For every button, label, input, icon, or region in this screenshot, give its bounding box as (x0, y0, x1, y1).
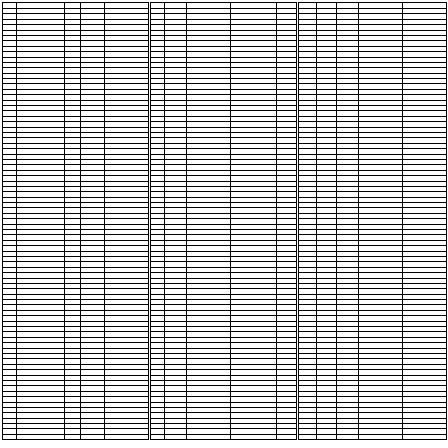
table-row (299, 434, 447, 439)
table-cell (151, 434, 165, 439)
table-cell (65, 434, 81, 439)
table-cell (165, 434, 187, 439)
table-cell (359, 434, 403, 439)
table-cell (187, 434, 231, 439)
register-body (151, 9, 297, 440)
table-cell (337, 434, 359, 439)
table-cell (403, 434, 447, 439)
table-cell (81, 434, 105, 439)
register-table (2, 2, 149, 440)
table-cell (105, 434, 149, 439)
register-table-right (298, 2, 446, 440)
table-cell (317, 434, 337, 439)
register-table-middle (150, 2, 296, 440)
table-cell (231, 434, 277, 439)
register-table (150, 2, 297, 440)
table-cell (299, 434, 317, 439)
table-cell (277, 434, 297, 439)
register-body (299, 9, 447, 440)
table-row (151, 434, 297, 439)
table-cell (3, 434, 17, 439)
register-table-left (2, 2, 148, 440)
register-table (298, 2, 447, 440)
table-cell (17, 434, 65, 439)
table-row (3, 434, 149, 439)
register-body (3, 9, 149, 440)
